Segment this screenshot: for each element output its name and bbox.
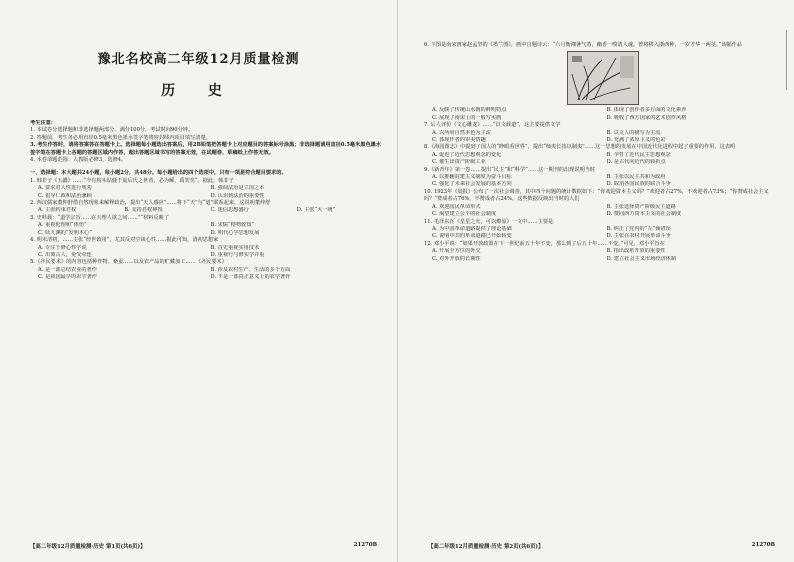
question-6: 6. 下图是南宋画家赵孟坚的《墨兰图》，画中自题诗云：“六月衡湘暑气蒸，幽香一嗅清人魂。曾将移入浙西种，一岁才华一两茎。”该幅作品 [424,42,742,48]
notice-heading: 考生注意： [30,120,56,126]
footer-code: 21270B [353,542,377,548]
option: D. 重视行与修实学并重 [210,251,265,258]
option: C. 倡导仁政和法治兼顾 [38,192,92,199]
option: C. 展现了南宋上的一般写实画 [432,114,502,121]
option: A. 重视伦理和“体悟” [38,222,87,229]
page-1-body [30,120,383,562]
option: A. 是一部总结农业的著作 [38,266,97,273]
option: B. 以文人的描写为主流 [606,129,661,136]
option: A. 以所用自然本色为主流 [432,129,491,136]
notice-line: 1. 本试卷分选择题和非选择题两部分。满分100分，考试时间90分钟。 [30,127,194,134]
option: A. 以推翻封建主义制度为奋斗目标 [432,174,512,181]
notice-line: 4. 本卷命题范围：人教版必修3，选修4。 [30,157,127,164]
option: D. 主张在农村开展革命斗争 [606,233,671,240]
option: C. 出离古人，免受牵连 [38,251,92,258]
option: D. 认识到法治的重要性 [210,192,265,199]
question-5: 5.《齐民要术》的内容包括种作物、桑蚕……以及农产品的贮藏加工……《齐民要术》 [30,259,227,266]
notice-line: 3. 考生作答时，请将答案答在答题卡上。选择题每小题选出答案后，用2B铅笔把答题卡上对应题目的答案标号涂黑；非选择题请用直径0.5毫米黑色墨水签字笔在答题卡上各题的答题区域内作答，超出答题区域书写的答案无效，在试题卷、草稿纸上作答无效。 [30,142,382,156]
question-9: 9.《新青年》第一卷……提出“民主”和“科学”……这一期刊的出现说明当时 [424,166,596,173]
option: B. 支持君权神授 [124,207,163,214]
option: D. 主张“大一统” [296,207,336,214]
footer-code: 21270B [751,542,775,548]
exam-title: 豫北名校高二年级12月质量检测 [97,52,300,67]
option: C. 渴望建立公平的社会制度 [432,211,497,218]
option: D. 明代心学思想发展 [210,229,260,236]
option: B. 主张选择资产阶级民主道路 [606,203,676,210]
question-7: 7. 后人评价《文心雕龙》……“以文载道”，这主要提供文学 [424,122,561,129]
option: A. 为中国革命道路提供了理论基础 [432,225,512,232]
option: D. 充满了浓厚主义的色彩 [606,137,666,144]
option: B. 纠正了党内的“左”倾错误 [606,225,671,232]
option: D. 吸收了西方国家的艺术创作风格 [606,114,687,121]
option: A. 专注于修心性学说 [38,244,87,251]
option: D. 建立社会主义市场经济体制 [606,255,677,262]
page-2-footer [428,542,775,550]
option: B. 体现了创作者多方面的文化素养 [606,107,687,114]
subject-title: 历 史 [161,83,236,99]
option: B. 孕育了近代民主思想观念 [606,151,671,158]
question-10: 10. 1923年《晨报》公布了一次社会调查，其中四个问题的统计数据如下：“你欢迎资本主义吗？”欢迎者占27%，不欢迎者占73%；“你赞成社会主义吗？”赞成者占76%，不赞成者占24%。这些数据反映出当时的人们 [424,188,769,203]
binding-line [786,30,787,90]
option: A. 主张约束君权 [38,207,77,214]
footer-label: 【高二年级12月质量检测·历史 第2页(共6页)】 [428,544,544,550]
question-3: 3. 史料载：“道学宗旨……在天理人欲之间……”“材料反映了 [30,214,170,221]
option: C. 体现作者的审美情趣 [432,137,486,144]
question-12: 12. 邓小平说：“如果开放政策在下一世纪前五十年不变，那么到了后五十年……不变。”可见，邓小平旨在 [424,240,665,247]
option: A. 欢迎国民革命形式 [432,203,481,210]
option: D. 不是一部真正意义上的农学著作 [210,274,291,281]
option: B. 首先重视实用技术 [210,244,260,251]
option: D. 取消各国民族的联合斗争 [606,181,671,188]
section-heading: 一、选择题：本大题共24小题，每小题2分，共48分。每小题给出的四个选项中，只有一项是符合题目要求的。 [30,170,287,177]
option: B. 主张以民主共和为政府 [606,174,666,181]
option: C. 是我国最早的农学著作 [38,274,97,281]
page-2-body [424,42,781,562]
option: B. 指出改革开放的重要性 [606,248,666,255]
option: C. 陆九渊的“发明本心” [38,229,92,236]
option: A. 促进了近代思想观念的变化 [432,151,502,158]
question-1: 1. 韩非子《五蠹》……“今有构木钻燧于夏后氏之世者，必为鲧、禹笑矣”。据此，韩非子 [30,177,234,184]
question-4: 4. 明末清初，……主张“经世致用”，尤其反对空谈心性……据此可知，清初思想家 [30,237,219,244]
option: C. 对外开放的长期性 [432,255,481,262]
option: B. 宋儒“格物致知” [210,222,255,229]
orchid-painting-image [567,51,639,105]
question-11: 11. 毛泽东在《星星之火，可以燎原》一文中……主要是 [424,218,554,225]
question-2: 2. 西汉儒家董仲舒借自然现象来解释政治，提出“天人感应”……将下“天”与“道”联系起来，这说明董仲舒 [30,200,271,207]
option: A. 要求对人性进行规劝 [38,185,92,192]
option: A. 开展全方位的外交 [432,248,481,255]
option: B. 涉及农村生产、生活的多个方面 [210,266,291,273]
option: C. 迷信思想盛行 [210,207,249,214]
option: C. 说明中共的革命道路已开始转变 [432,233,512,240]
option: D. 赞同西方资本主义的社会制度 [606,211,682,218]
notice-line: 2. 答题前，考生务必用直径0.5毫米黑色墨水签字笔将密封线内项目填写清楚。 [30,134,211,141]
footer-label: 【高二年级12月质量检测·历史 第1页(共6页)】 [30,544,146,550]
page-1-footer [30,542,377,550]
option: B. 强调法治是立国之本 [210,185,265,192]
option: C. 强化了未来社会发展的基本方向 [432,181,512,188]
question-8: 8.《海国图志》中提到了国人的“睁眼看世界”，提出“师夷长技以制夷”……这一思想的发展在中国近代化进程中起了重要的作用，这表明 [424,144,736,151]
option: C. 催生出资产阶级工业 [432,159,486,166]
option: A. 反映了传统山水画的鲜明特点 [432,107,507,114]
exam-page-2 [397,0,794,562]
option: D. 是古代向近代的转折点 [606,159,666,166]
